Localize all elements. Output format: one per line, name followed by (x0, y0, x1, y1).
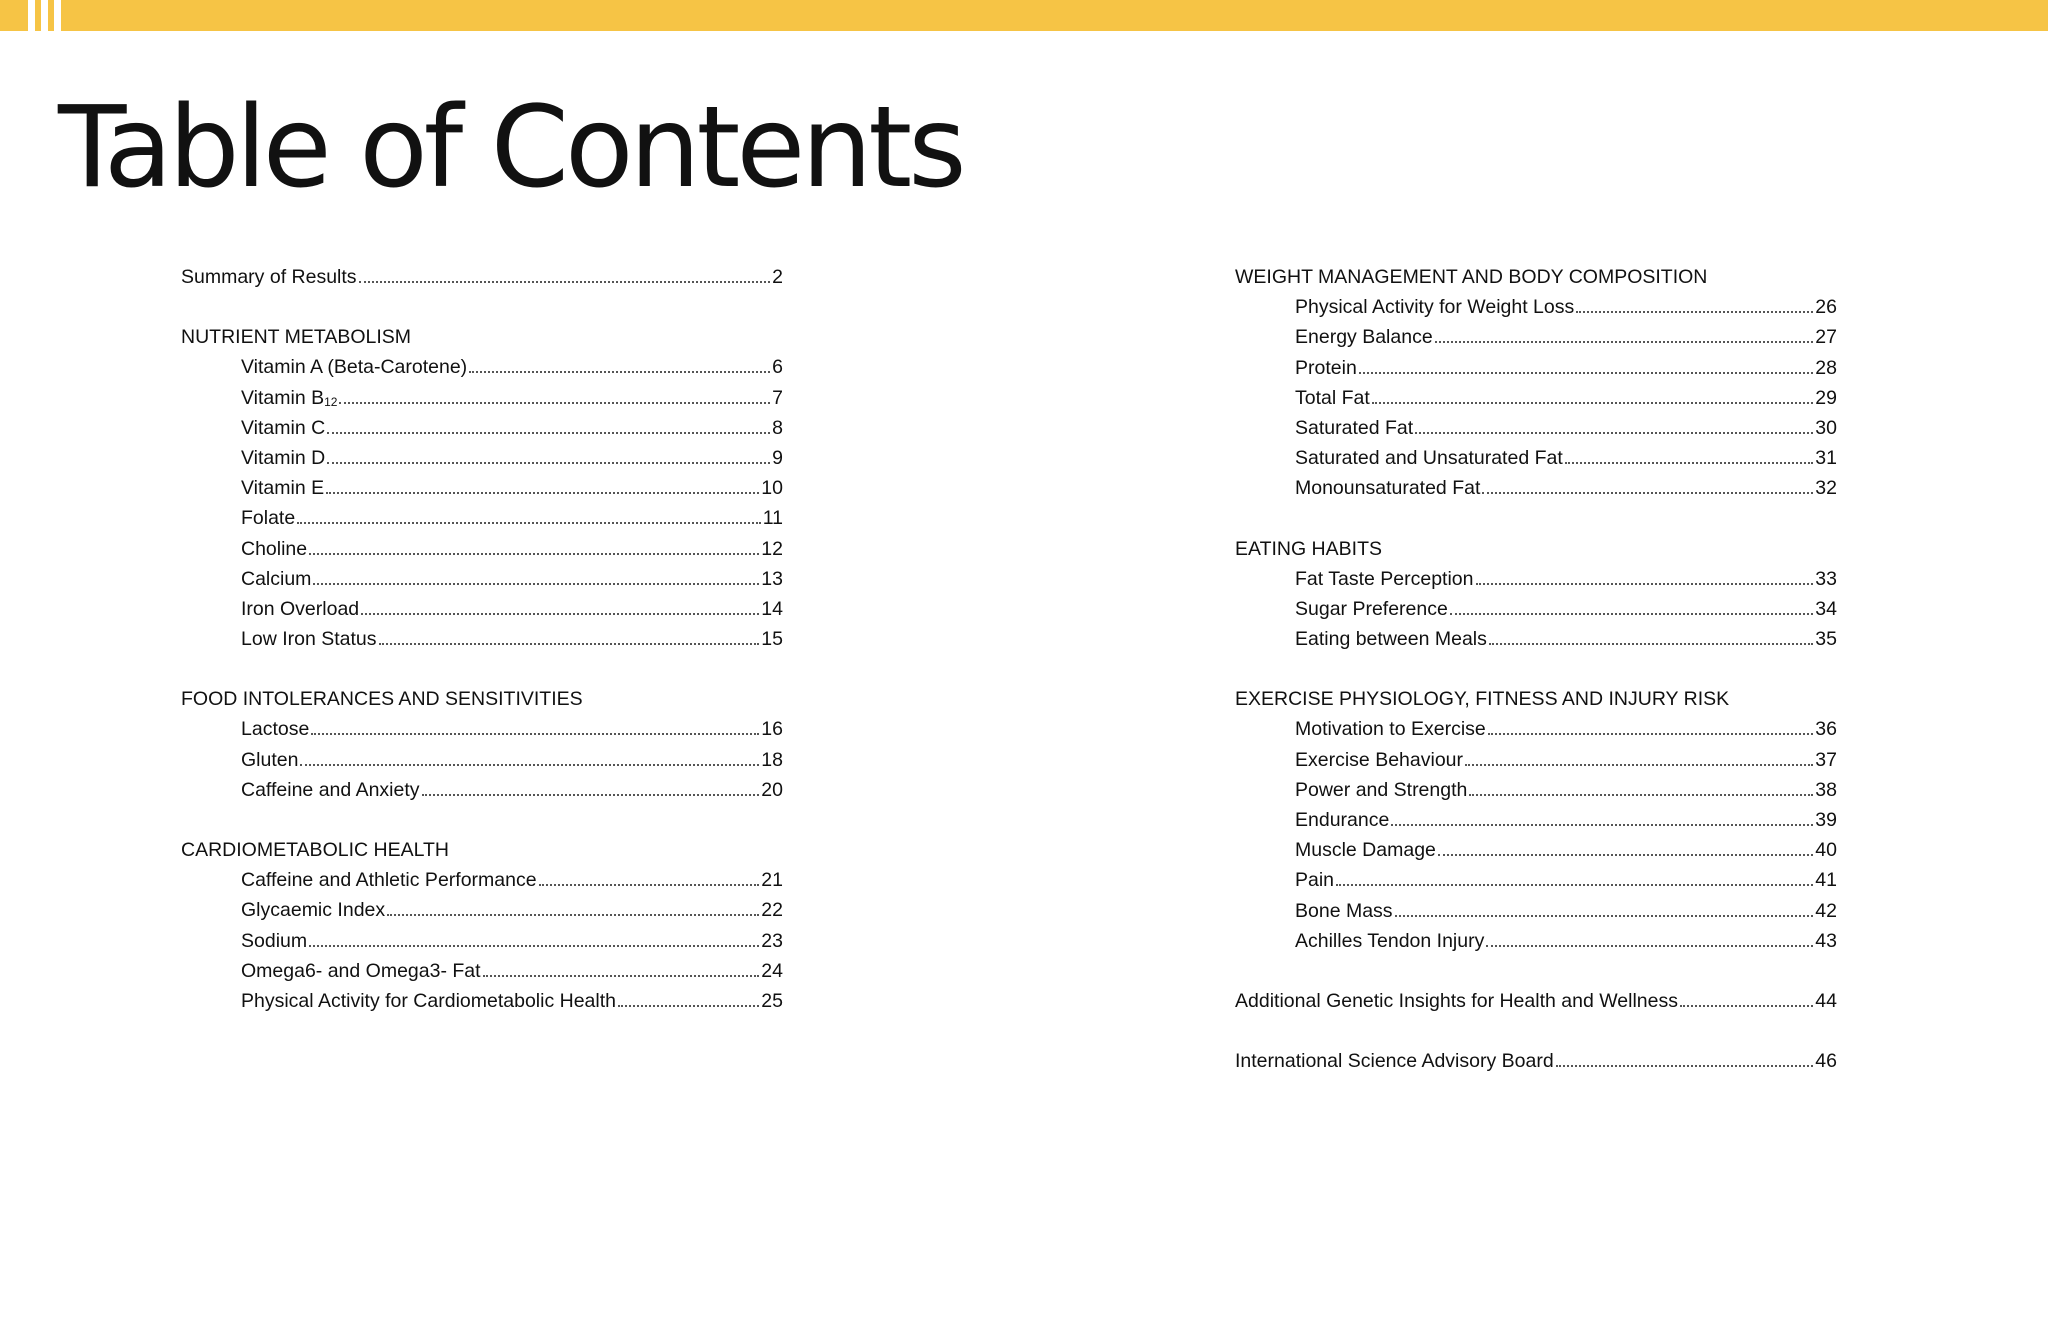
dot-leader (1465, 764, 1813, 766)
toc-entry-page-number: 29 (1815, 386, 1837, 409)
toc-entry-label (1295, 473, 1480, 503)
toc-entry-label-text: Endurance (1295, 809, 1390, 831)
toc-section-heading: EATING HABITS (1235, 537, 1382, 560)
toc-entry-label-text: Summary of Results (181, 266, 357, 288)
toc-entry-label-text: Gluten (241, 748, 299, 771)
toc-entry-label (241, 413, 325, 443)
dot-leader (309, 945, 759, 947)
toc-entry-page-number: 18 (761, 748, 783, 771)
toc-entry[interactable] (181, 714, 783, 744)
toc-entry-label-text: Physical Activity for Weight Loss (1295, 296, 1575, 319)
toc-entry-page-number: 41 (1815, 869, 1837, 892)
dot-leader (1556, 1065, 1814, 1067)
toc-section-heading: CARDIOMETABOLIC HEALTH (181, 839, 449, 861)
toc-entry-label-text: Monounsaturated Fat (1295, 477, 1481, 500)
toc-entry-label (1295, 624, 1487, 654)
toc-entry[interactable] (181, 956, 783, 986)
toc-entry-label-text: Protein (1295, 356, 1357, 379)
toc-section (181, 262, 783, 292)
toc-entry-label (241, 775, 420, 805)
toc-entry-label-text: Fat Taste Perception (1295, 567, 1474, 590)
toc-section (1235, 262, 1837, 504)
toc-entry-page-number: 20 (761, 778, 783, 801)
toc-entry[interactable] (1235, 1046, 1837, 1076)
toc-entry[interactable] (1235, 745, 1837, 775)
toc-entry-label-text: Motivation to Exercise (1295, 718, 1486, 741)
toc-entry-page-number: 23 (761, 929, 783, 952)
header-accent-bar (0, 0, 2048, 31)
toc-section (1235, 1046, 1837, 1076)
dot-leader (1488, 733, 1814, 735)
toc-entry-page-number: 2 (772, 266, 783, 288)
dot-leader (1450, 613, 1813, 615)
toc-entry-page-number: 10 (761, 477, 783, 500)
dot-leader (1486, 945, 1813, 947)
header-stripe-1 (28, 0, 35, 31)
toc-entry-page-number: 24 (761, 959, 783, 982)
toc-entry-page-number: 16 (761, 718, 783, 741)
toc-entry[interactable] (1235, 714, 1837, 744)
toc-entry-label (241, 503, 295, 533)
dot-leader (327, 432, 770, 434)
header-stripe-2 (41, 0, 48, 31)
toc-entry-page-number: 46 (1815, 1050, 1837, 1073)
toc-entry[interactable] (181, 262, 783, 292)
toc-entry-page-number: 13 (761, 567, 783, 590)
toc-entry-label (1295, 896, 1393, 926)
toc-entry-label-text: Vitamin A (Beta-Carotene) (241, 356, 468, 379)
dot-leader (1336, 884, 1813, 886)
dot-leader (297, 522, 761, 524)
toc-entry-label (1295, 353, 1357, 383)
toc-entry[interactable] (181, 986, 783, 1016)
toc-entry-page-number: 22 (761, 899, 783, 922)
toc-entry-label-text: Vitamin E (241, 477, 325, 500)
toc-entry-page-number: 36 (1815, 718, 1837, 741)
toc-entry[interactable] (1235, 594, 1837, 624)
toc-entry[interactable] (181, 564, 783, 594)
toc-entry[interactable] (181, 624, 783, 654)
toc-entry-label (241, 443, 325, 473)
toc-section-heading: FOOD INTOLERANCES AND SENSITIVITIES (181, 688, 583, 711)
toc-entry-label-text: Folate (241, 507, 296, 530)
toc-entry-page-number: 30 (1815, 416, 1837, 439)
toc-entry-label (1295, 745, 1463, 775)
toc-entry-label (1295, 322, 1433, 352)
toc-entry[interactable] (1235, 624, 1837, 654)
toc-entry[interactable] (181, 443, 783, 473)
toc-entry-subscript: 12 (324, 394, 338, 409)
dot-leader (1435, 341, 1814, 343)
toc-entry-label-text: International Science Advisory Board (1235, 1050, 1554, 1073)
toc-entry-label (1295, 413, 1413, 443)
toc-entry[interactable] (1235, 775, 1837, 805)
dot-leader (1680, 1005, 1813, 1007)
dot-leader (1576, 311, 1813, 313)
toc-entry-label (1295, 714, 1486, 744)
toc-entry-label (181, 262, 357, 292)
toc-entry-label-text: Sugar Preference (1295, 597, 1448, 620)
toc-section (181, 684, 783, 805)
toc-entry-label (1295, 292, 1574, 322)
toc-section-heading: WEIGHT MANAGEMENT AND BODY COMPOSITION (1235, 266, 1708, 288)
toc-entry[interactable] (1235, 835, 1837, 865)
toc-entry-label (1235, 1046, 1554, 1076)
toc-entry-label (241, 534, 307, 564)
dot-leader (1395, 915, 1814, 917)
page-title: Table of Contents (58, 83, 963, 213)
toc-entry-label (1295, 564, 1474, 594)
toc-entry-page-number: 8 (772, 416, 783, 439)
dot-leader (539, 884, 760, 886)
toc-entry-label (241, 865, 537, 895)
toc-entry-label-text: Total Fat (1295, 386, 1370, 409)
toc-entry[interactable] (1235, 383, 1837, 413)
toc-entry-page-number: 34 (1815, 597, 1837, 620)
dot-leader (483, 975, 760, 977)
toc-entry-label-text: Muscle Damage (1295, 839, 1436, 862)
toc-entry-label-text: Choline (241, 537, 308, 560)
toc-entry-label-text: Vitamin B (241, 386, 325, 409)
dot-leader (469, 371, 770, 373)
dot-leader (361, 613, 759, 615)
toc-entry[interactable] (181, 926, 783, 956)
toc-entry[interactable] (1235, 865, 1837, 895)
dot-leader (327, 462, 770, 464)
dot-leader (339, 402, 770, 404)
dot-leader (300, 764, 759, 766)
dot-leader (1476, 583, 1814, 585)
toc-section (1235, 534, 1837, 655)
toc-entry[interactable] (1235, 413, 1837, 443)
toc-entry[interactable] (181, 503, 783, 533)
toc-entry[interactable] (1235, 443, 1837, 473)
toc-section (1235, 986, 1837, 1016)
dot-leader (1391, 824, 1813, 826)
toc-entry-page-number: 12 (761, 537, 783, 560)
dot-leader (1565, 462, 1814, 464)
dot-leader (313, 583, 759, 585)
toc-entry-label-text: Omega6- and Omega3- Fat (241, 959, 481, 982)
toc-entry-label-text: Caffeine and Anxiety (241, 778, 420, 801)
dot-leader (326, 492, 759, 494)
toc-entry-label (241, 745, 298, 775)
toc-entry-label-text: Iron Overload (241, 597, 360, 620)
toc-entry[interactable] (181, 473, 783, 503)
toc-entry[interactable] (181, 352, 783, 382)
toc-entry-label (241, 624, 377, 654)
toc-entry-label-text: Eating between Meals (1295, 628, 1487, 651)
dot-leader (1415, 432, 1813, 434)
toc-entry[interactable] (181, 745, 783, 775)
toc-entry-page-number: 43 (1815, 929, 1837, 952)
toc-entry-page-number: 35 (1815, 628, 1837, 651)
toc-section (181, 322, 783, 654)
toc-entry-label (241, 352, 467, 382)
toc-entry-label-text: Vitamin C (241, 416, 326, 439)
toc-entry-page-number: 26 (1815, 296, 1837, 319)
dot-leader (422, 794, 760, 796)
toc-entry[interactable] (181, 413, 783, 443)
toc-entry-page-number: 15 (761, 628, 783, 651)
toc-entry-page-number: 25 (761, 989, 783, 1012)
toc-entry-label-text: Low Iron Status (241, 628, 377, 651)
toc-entry-page-number: 27 (1815, 326, 1837, 349)
toc-entry-label (1295, 443, 1563, 473)
dot-leader (309, 553, 759, 555)
dot-leader (379, 643, 760, 645)
header-stripe-3 (54, 0, 61, 31)
toc-entry-label-text: Lactose (241, 718, 310, 741)
toc-entry-page-number: 33 (1815, 567, 1837, 590)
toc-entry-page-number: 31 (1815, 447, 1837, 470)
toc-entry-label-text: Exercise Behaviour (1295, 748, 1463, 771)
toc-entry[interactable] (1235, 322, 1837, 352)
toc-entry[interactable] (181, 895, 783, 925)
toc-entry[interactable] (181, 865, 783, 895)
toc-entry-label-text: Caffeine and Athletic Performance (241, 869, 537, 892)
toc-entry[interactable] (1235, 292, 1837, 322)
toc-entry-page-number: 21 (761, 869, 783, 892)
toc-entry-label-text: Sodium (241, 929, 308, 952)
toc-entry-label (1295, 865, 1334, 895)
toc-entry[interactable] (1235, 353, 1837, 383)
toc-entry-label-text: Physical Activity for Cardiometabolic Health (241, 989, 616, 1012)
dot-leader (1372, 402, 1814, 404)
toc-entry-label (241, 383, 337, 413)
toc-section-heading: EXERCISE PHYSIOLOGY, FITNESS AND INJURY RISK (1235, 688, 1730, 711)
toc-entry[interactable] (181, 534, 783, 564)
toc-entry-label (241, 926, 307, 956)
toc-entry[interactable] (1235, 805, 1837, 835)
dot-leader (359, 281, 771, 283)
toc-entry-label-text: Achilles Tendon Injury (1295, 929, 1485, 952)
toc-entry[interactable] (181, 594, 783, 624)
toc-entry-label (1295, 835, 1436, 865)
toc-entry-page-number: 40 (1815, 839, 1837, 862)
dot-leader (1482, 492, 1813, 494)
toc-entry-page-number: 11 (762, 507, 783, 530)
toc-entry-label (241, 473, 324, 503)
toc-entry-label (1235, 986, 1678, 1016)
toc-entry-page-number: 14 (761, 597, 783, 620)
toc-entry[interactable] (1235, 986, 1837, 1016)
dot-leader (618, 1005, 759, 1007)
toc-entry-label-text: Energy Balance (1295, 326, 1433, 349)
toc-entry-label (241, 564, 311, 594)
toc-entry-page-number: 37 (1815, 748, 1837, 771)
toc-entry-label (1295, 805, 1389, 835)
toc-entry-label (241, 714, 309, 744)
toc-section-heading: NUTRIENT METABOLISM (181, 326, 412, 349)
toc-entry-label-text: Vitamin D (241, 446, 326, 469)
toc-entry-label (1295, 383, 1370, 413)
toc-entry-label-text: Pain (1295, 869, 1335, 892)
toc-entry[interactable] (1235, 926, 1837, 956)
toc-entry-page-number: 39 (1815, 809, 1837, 831)
toc-section (181, 835, 783, 1016)
toc-entry-label-text: Glycaemic Index (241, 899, 386, 922)
toc-entry[interactable] (181, 383, 783, 413)
toc-entry-label (241, 895, 385, 925)
dot-leader (387, 914, 759, 916)
toc-section (1235, 684, 1837, 956)
toc-entry-page-number: 44 (1815, 989, 1837, 1012)
toc-entry-page-number: 32 (1815, 477, 1837, 500)
toc-entry-label-text: Bone Mass (1295, 899, 1393, 922)
toc-entry[interactable] (1235, 564, 1837, 594)
dot-leader (1438, 854, 1813, 856)
toc-entry-page-number: 28 (1815, 356, 1837, 379)
toc-entry-label (241, 956, 481, 986)
toc-entry-label-text: Power and Strength (1295, 778, 1468, 801)
toc-right-column (1235, 262, 1837, 1106)
toc-entry-label-text: Saturated Fat (1295, 416, 1414, 439)
toc-entry-label (241, 986, 616, 1016)
toc-left-column (181, 262, 783, 1046)
toc-entry[interactable] (181, 775, 783, 805)
dot-leader (1469, 794, 1813, 796)
toc-entry-label-text: Additional Genetic Insights for Health and Wellness (1235, 989, 1678, 1012)
toc-entry-page-number: 7 (772, 386, 783, 409)
toc-entry-label-text: Saturated and Unsaturated Fat (1295, 447, 1563, 470)
toc-entry-page-number: 42 (1815, 899, 1837, 922)
toc-entry-label (241, 594, 359, 624)
toc-entry-label (1295, 775, 1467, 805)
dot-leader (1489, 643, 1813, 645)
toc-entry-page-number: 9 (772, 446, 783, 469)
toc-entry[interactable] (1235, 896, 1837, 926)
toc-entry-label (1295, 926, 1484, 956)
dot-leader (1359, 372, 1814, 374)
toc-entry-label-text: Calcium (241, 567, 312, 590)
toc-entry-page-number: 6 (772, 356, 783, 379)
toc-entry-label (1295, 594, 1448, 624)
dot-leader (311, 733, 759, 735)
toc-entry[interactable] (1235, 473, 1837, 503)
toc-entry-page-number: 38 (1815, 778, 1837, 801)
